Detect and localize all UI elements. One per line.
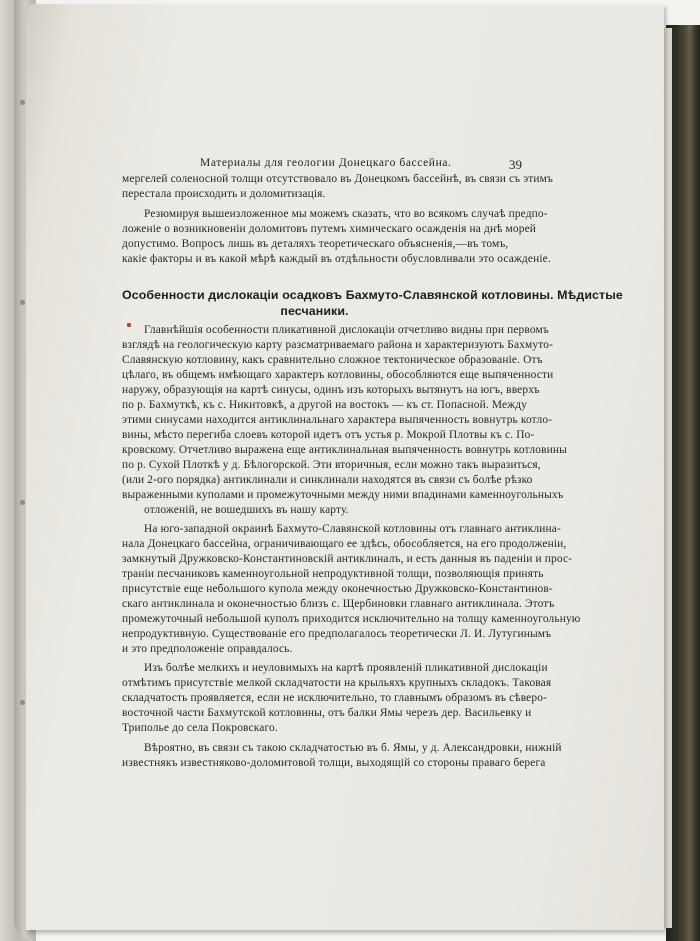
binding-hole-1 [20, 100, 25, 105]
text-line: На юго-западной окраинѣ Бахмуто-Славянской котловины отъ главнаго антиклина- [144, 523, 561, 535]
text-line: известнякъ известняково-доломитовой толщи, выходящій со стороны праваго берега [122, 757, 546, 769]
text-line: взглядѣ на геологическую карту разсматриваемаго района и характеризуютъ Бахмуто- [122, 339, 554, 351]
text-line: нала Донецкаго бассейна, ограничивающаго ее здѣсь, обособляется, на его продолженіи, [122, 538, 567, 550]
text-line: цѣлаго, въ общемъ имѣющаго характеръ котловины, обособляются еще выпяченности [122, 369, 554, 381]
text-line: допустимо. Вопросъ лишь въ деталяхъ теоретическаго объясненія,—въ томъ, [122, 238, 509, 250]
text-line: перестала происходить и доломитизація. [122, 188, 326, 200]
paragraph-2 [122, 207, 551, 269]
binding-hole-2 [20, 300, 25, 305]
text-line: замкнутый Дружковско-Константиновскій антиклиналъ, и есть данныя въ паденіи и прос- [122, 553, 573, 565]
text-line: Вѣроятно, въ связи съ такою складчатостью въ б. Ямы, у д. Александровки, нижній [144, 742, 562, 754]
text-line: складчатость проявляется, если не исключительно, то главнымъ образомъ въ сѣверо- [122, 692, 548, 704]
section-heading [122, 287, 623, 321]
text-line: промежуточный небольшой куполъ приходится исключительно на толщу каменноугольную [122, 613, 581, 625]
text-line: Триполье до села Покровскаго. [122, 722, 278, 734]
text-line: наружу, образующія на картѣ синусы, одинъ изъ которыхъ вытянутъ на югъ, вверхъ [122, 384, 540, 396]
page-stack-edge [664, 28, 672, 928]
binding-hole-4 [20, 700, 25, 705]
text-line: Главнѣйшія особенности пликативной дислокаціи отчетливо видны при первомъ [144, 324, 549, 336]
text-line: отмѣтимъ присутствіе мелкой складчатости на крыльяхъ крупныхъ складокъ. Таковая [122, 677, 552, 689]
heading-line: песчаники. [280, 304, 349, 318]
binding-hole-3 [20, 500, 25, 505]
text-line: по р. Бахмуткѣ, къ с. Никитовкѣ, а другой на востокъ — къ ст. Попасной. Между [122, 399, 528, 411]
text-line: присутствіе еще небольшого купола между оконечностью Дружковско-Константинов- [122, 583, 553, 595]
text-line: и это предположеніе оправдалось. [122, 643, 293, 655]
text-line: по р. Сухой Плоткѣ у д. Бѣлогорской. Эти вторичныя, если можно такъ выразиться, [122, 459, 541, 471]
paragraph-3 [122, 323, 567, 519]
text-line: выраженными куполами и промежуточными между ними впадинами каменноугольныхъ [122, 489, 564, 501]
text-line: вины, мѣсто перегиба слоевъ которой идетъ отъ устья р. Мокрой Плотвы къ с. По- [122, 429, 535, 441]
text-line: ложеніе о возникновеніи доломитовъ путемъ химическаго осажденія на днѣ морей [122, 223, 537, 235]
text-line: Славянскую котловину, какъ сравнительно сложное тектоническое образованіе. Отъ [122, 354, 543, 366]
text-line: скаго антиклинала и оконечностью близъ с. Щербиновки главнаго антиклинала. Этотъ [122, 598, 555, 610]
running-header: Материалы для геологии Донецкаго бассейна. [200, 157, 452, 169]
paragraph-5 [122, 661, 552, 738]
text-line: какіе факторы и въ какой мѣрѣ каждый въ отдѣльности обусловливали это осажденіе. [122, 253, 551, 265]
text-line: Резюмируя вышеизложенное мы можемъ сказать, что во всякомъ случаѣ предпо- [144, 208, 548, 220]
text-line: кровскому. Отчетливо выражена еще антиклинальная выпяченность вовнутрь котловины [122, 444, 567, 456]
paragraph-1 [122, 172, 554, 204]
text-line: непродуктивную. Существованіе его предполагалось теоретически Л. И. Лутугинымъ [122, 628, 552, 640]
paragraph-4 [122, 522, 581, 658]
heading-line: Особенности дислокаціи осадковъ Бахмуто-Славянской котловины. Мѣдистые [122, 288, 623, 302]
text-line: Изъ болѣе мелкихъ и неуловимыхъ на картѣ проявленій пликативной дислокаціи [144, 662, 548, 674]
page-number: 39 [509, 157, 522, 172]
text-line: отложеній, не вошедшихъ въ нашу карту. [144, 504, 349, 516]
text-line: траніи песчаниковъ каменноугольной непродуктивной толщи, позволяющія принять [122, 568, 544, 580]
text-line: мергелей соленосной толщи отсутствовало въ Донецкомъ бассейнѣ, въ связи съ этимъ [122, 173, 554, 185]
text-line: восточной части Бахмутской котловины, отъ балки Ямы черезъ дер. Васильевку и [122, 707, 532, 719]
paragraph-6 [122, 741, 562, 773]
text-line: этими синусами находится антиклинальнаго характера выпяченность вовнутрь котло- [122, 414, 553, 426]
text-line: (или 2-ого порядка) антиклинали и синклинали находятся въ связи съ болѣе рѣзко [122, 474, 533, 486]
